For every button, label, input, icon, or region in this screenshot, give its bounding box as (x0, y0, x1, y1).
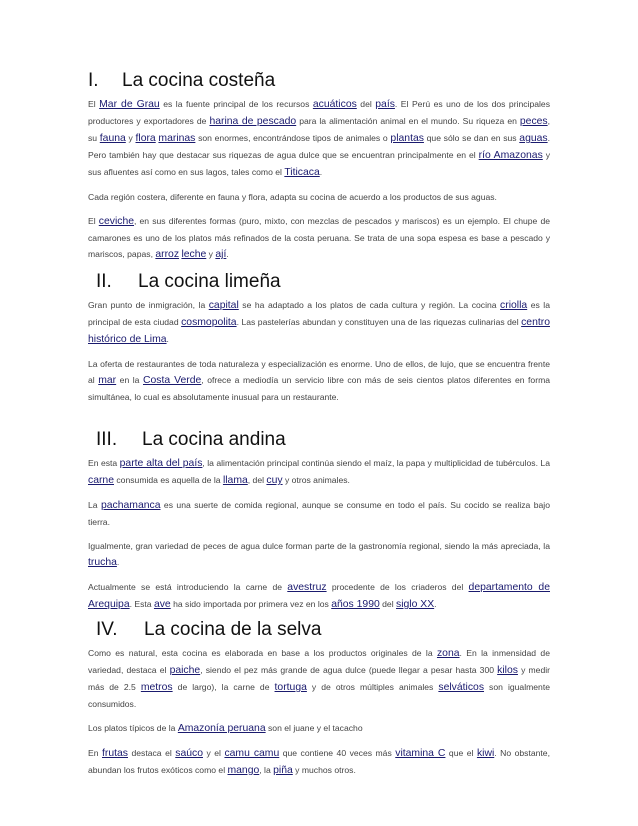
text-run: y (125, 133, 136, 143)
inline-link[interactable]: tortuga (274, 682, 307, 693)
section-heading (88, 70, 550, 92)
text-run: que contiene 40 veces más (279, 748, 396, 758)
text-run: , la alimentación principal continúa siendo el maíz, la papa y multiplicidad de tubérculos. La (202, 458, 550, 468)
text-run: de largo), la carne de (172, 682, 275, 692)
text-run: y (206, 249, 216, 259)
inline-link[interactable]: capital (208, 300, 239, 311)
text-run: El (88, 99, 100, 109)
text-run: La (88, 500, 101, 510)
inline-link[interactable]: arroz (155, 249, 180, 260)
inline-link[interactable]: fauna (99, 133, 126, 144)
text-run: destaca el (128, 748, 176, 758)
text-run: . El Perú es uno de los dos principales productores y exportadores de (88, 99, 551, 126)
section-title: La cocina limeña (138, 271, 281, 292)
text-run: y muchos otros. (292, 765, 356, 775)
text-run: En esta (88, 458, 120, 468)
document-content (88, 70, 550, 779)
text-run: Gran punto de inmigración, la (88, 300, 209, 310)
inline-link[interactable]: harina de pescado (209, 116, 297, 127)
text-run: , su (88, 116, 551, 143)
text-run: en la (116, 375, 143, 385)
inline-link[interactable]: años 1990 (331, 599, 380, 610)
section-costena (88, 70, 550, 263)
inline-link[interactable]: pachamanca (101, 500, 161, 511)
text-run: son el juane y el tacacho (265, 723, 363, 733)
inline-link[interactable]: marinas (158, 133, 196, 144)
inline-link[interactable]: saúco (175, 748, 203, 759)
inline-link[interactable]: ají (215, 249, 227, 260)
paragraph (88, 579, 550, 613)
inline-link[interactable]: cosmopolita (181, 317, 237, 328)
text-run: se ha adaptado a los platos de cada cultura y región. La cocina (238, 300, 501, 310)
inline-link[interactable]: Amazonía peruana (177, 723, 266, 734)
text-run: Como es natural, esta cocina es elaborada en base a los productos originales de la (88, 648, 437, 658)
inline-link[interactable]: país (375, 99, 395, 110)
inline-link[interactable]: río Amazonas (478, 150, 543, 161)
inline-link[interactable]: llama (222, 475, 248, 486)
inline-link[interactable]: Titicaca (284, 167, 320, 178)
section-selva (88, 619, 550, 779)
inline-link[interactable]: kilos (497, 665, 518, 676)
text-run: La oferta de restaurantes de toda naturaleza y especialización es enorme. Uno de ellos, de lujo, que se encuentra frente al (88, 359, 550, 385)
inline-link[interactable]: plantas (390, 133, 424, 144)
section-andina (88, 429, 550, 613)
section-title: La cocina costeña (122, 70, 276, 91)
paragraph (88, 356, 550, 405)
inline-link[interactable]: cuy (266, 475, 283, 486)
text-run: y de otros múltiples animales (306, 682, 439, 692)
text-run: . Las pastelerías abundan y constituyen una de las riquezas culinarias del (236, 317, 522, 327)
text-run: y medir más de 2.5 (88, 665, 550, 692)
text-run: y otros animales. (282, 475, 350, 485)
paragraph (88, 96, 550, 181)
inline-link[interactable]: flora (135, 133, 156, 144)
text-run: para la alimentación animal en el mundo. Su riqueza en (296, 116, 520, 126)
inline-link[interactable]: siglo XX (396, 599, 435, 610)
inline-link[interactable]: avestruz (287, 582, 327, 593)
section-heading (88, 271, 550, 293)
text-run: . (434, 599, 437, 609)
paragraph (88, 720, 550, 737)
text-run: es la principal de esta ciudad (88, 300, 550, 327)
text-run: , en sus diferentes formas (puro, mixto, con mezclas de pescados y mariscos) es un ejemplo. El chupe de camarones es uno de los platos más refinados de la costa peruana. Se trata de una sopa espesa es base a pescado y mariscos, papas, (88, 216, 550, 259)
text-run: . (226, 249, 229, 259)
inline-link[interactable]: frutas (102, 748, 128, 759)
text-run: . En la inmensidad de variedad, destaca el (88, 648, 550, 675)
text-run: ha sido importada por primera vez en los (170, 599, 332, 609)
inline-link[interactable]: vitamina C (395, 748, 446, 759)
inline-link[interactable]: paiche (169, 665, 201, 676)
text-run: . (116, 557, 120, 567)
inline-link[interactable]: Costa Verde (143, 375, 202, 386)
text-run: son enormes, encontrándose tipos de animales o (195, 133, 391, 143)
inline-link[interactable]: leche (181, 249, 207, 260)
text-run: . Pero también hay que destacar sus riquezas de agua dulce que se encuentran principalmente en el (88, 133, 550, 160)
text-run: son igualmente consumidos. (88, 682, 550, 709)
text-run: y sus afluentes así como en sus lagos, tales como el (88, 150, 551, 177)
section-title: La cocina andina (142, 429, 286, 450)
section-numeral: III. (96, 429, 118, 450)
inline-link[interactable]: ave (153, 599, 171, 610)
text-run: Los platos típicos de la (88, 723, 178, 733)
inline-link[interactable]: piña (273, 765, 293, 776)
inline-link[interactable]: peces (519, 116, 548, 127)
inline-link[interactable]: camu camu (224, 748, 280, 759)
section-numeral: IV. (96, 619, 118, 640)
inline-link[interactable]: metros (140, 682, 173, 693)
text-run: . (319, 167, 323, 177)
paragraph (88, 213, 550, 263)
paragraph (88, 538, 550, 571)
text-run: , del (247, 475, 267, 485)
text-run: Igualmente, gran variedad de peces de agua dulce forman parte de la gastronomía regional, siendo la más apreciada, la (88, 541, 550, 551)
section-title: La cocina de la selva (144, 619, 322, 640)
text-run: , ofrece a mediodía un servicio libre con más de seis cientos platos diferentes en forma simultánea, lo cual es absolutamente inusual para un restaurante. (88, 375, 551, 402)
section-numeral: I. (88, 70, 99, 91)
text-run: es una suerte de comida regional, aunque se consume en todo el país. Su cocido se realiza bajo tierra. (88, 500, 550, 527)
section-numeral: II. (96, 271, 112, 292)
inline-link[interactable]: Mar de Grau (99, 99, 160, 110)
text-run: y el (202, 748, 225, 758)
inline-link[interactable]: zona (436, 648, 460, 659)
text-run: que sólo se dan en sus (423, 133, 520, 143)
paragraph (88, 297, 550, 348)
inline-link[interactable]: carne (88, 475, 114, 486)
text-run: del (379, 599, 397, 609)
inline-link[interactable]: selváticos (438, 682, 485, 693)
paragraph (88, 189, 550, 205)
inline-link[interactable]: departamento de Arequipa (88, 582, 550, 610)
section-heading (88, 619, 550, 641)
paragraph (88, 645, 550, 712)
text-run: es la fuente principal de los recursos (159, 99, 313, 109)
inline-link[interactable]: centro histórico de Lima (88, 317, 550, 345)
paragraph (88, 455, 550, 489)
text-run: Actualmente se está introduciendo la carne de (88, 582, 288, 592)
inline-link[interactable]: mango (227, 765, 260, 776)
section-heading (88, 429, 550, 451)
text-run: consumida es aquella de la (114, 475, 223, 485)
section-limena (88, 271, 550, 405)
inline-link[interactable]: parte alta del país (119, 458, 203, 469)
inline-link[interactable]: trucha (88, 557, 117, 568)
paragraph (88, 497, 550, 530)
paragraph (88, 745, 550, 779)
text-run: . Esta (129, 599, 154, 609)
text-run: que el (445, 748, 477, 758)
inline-link[interactable]: mar (98, 375, 117, 386)
text-run: . (166, 334, 169, 344)
text-run: procedente de los criaderos del (326, 582, 469, 592)
text-run: . No obstante, abundan los frutos exóticos como el (88, 748, 550, 775)
text-run: , siendo el pez más grande de agua dulce (puede llegar a pesar hasta 300 (200, 665, 498, 675)
text-run: , la (259, 765, 274, 775)
inline-link[interactable]: ceviche (98, 216, 135, 227)
text-run: Cada región costera, diferente en fauna y flora, adapta su cocina de acuerdo a los productos de sus aguas. (88, 192, 497, 202)
inline-link[interactable]: aguas (519, 133, 548, 144)
inline-link[interactable]: acuáticos (312, 99, 357, 110)
inline-link[interactable]: criolla (500, 300, 528, 311)
text-run: En (88, 748, 102, 758)
text-run: El (88, 216, 99, 226)
inline-link[interactable]: kiwi (476, 748, 495, 759)
text-run: del (356, 99, 376, 109)
